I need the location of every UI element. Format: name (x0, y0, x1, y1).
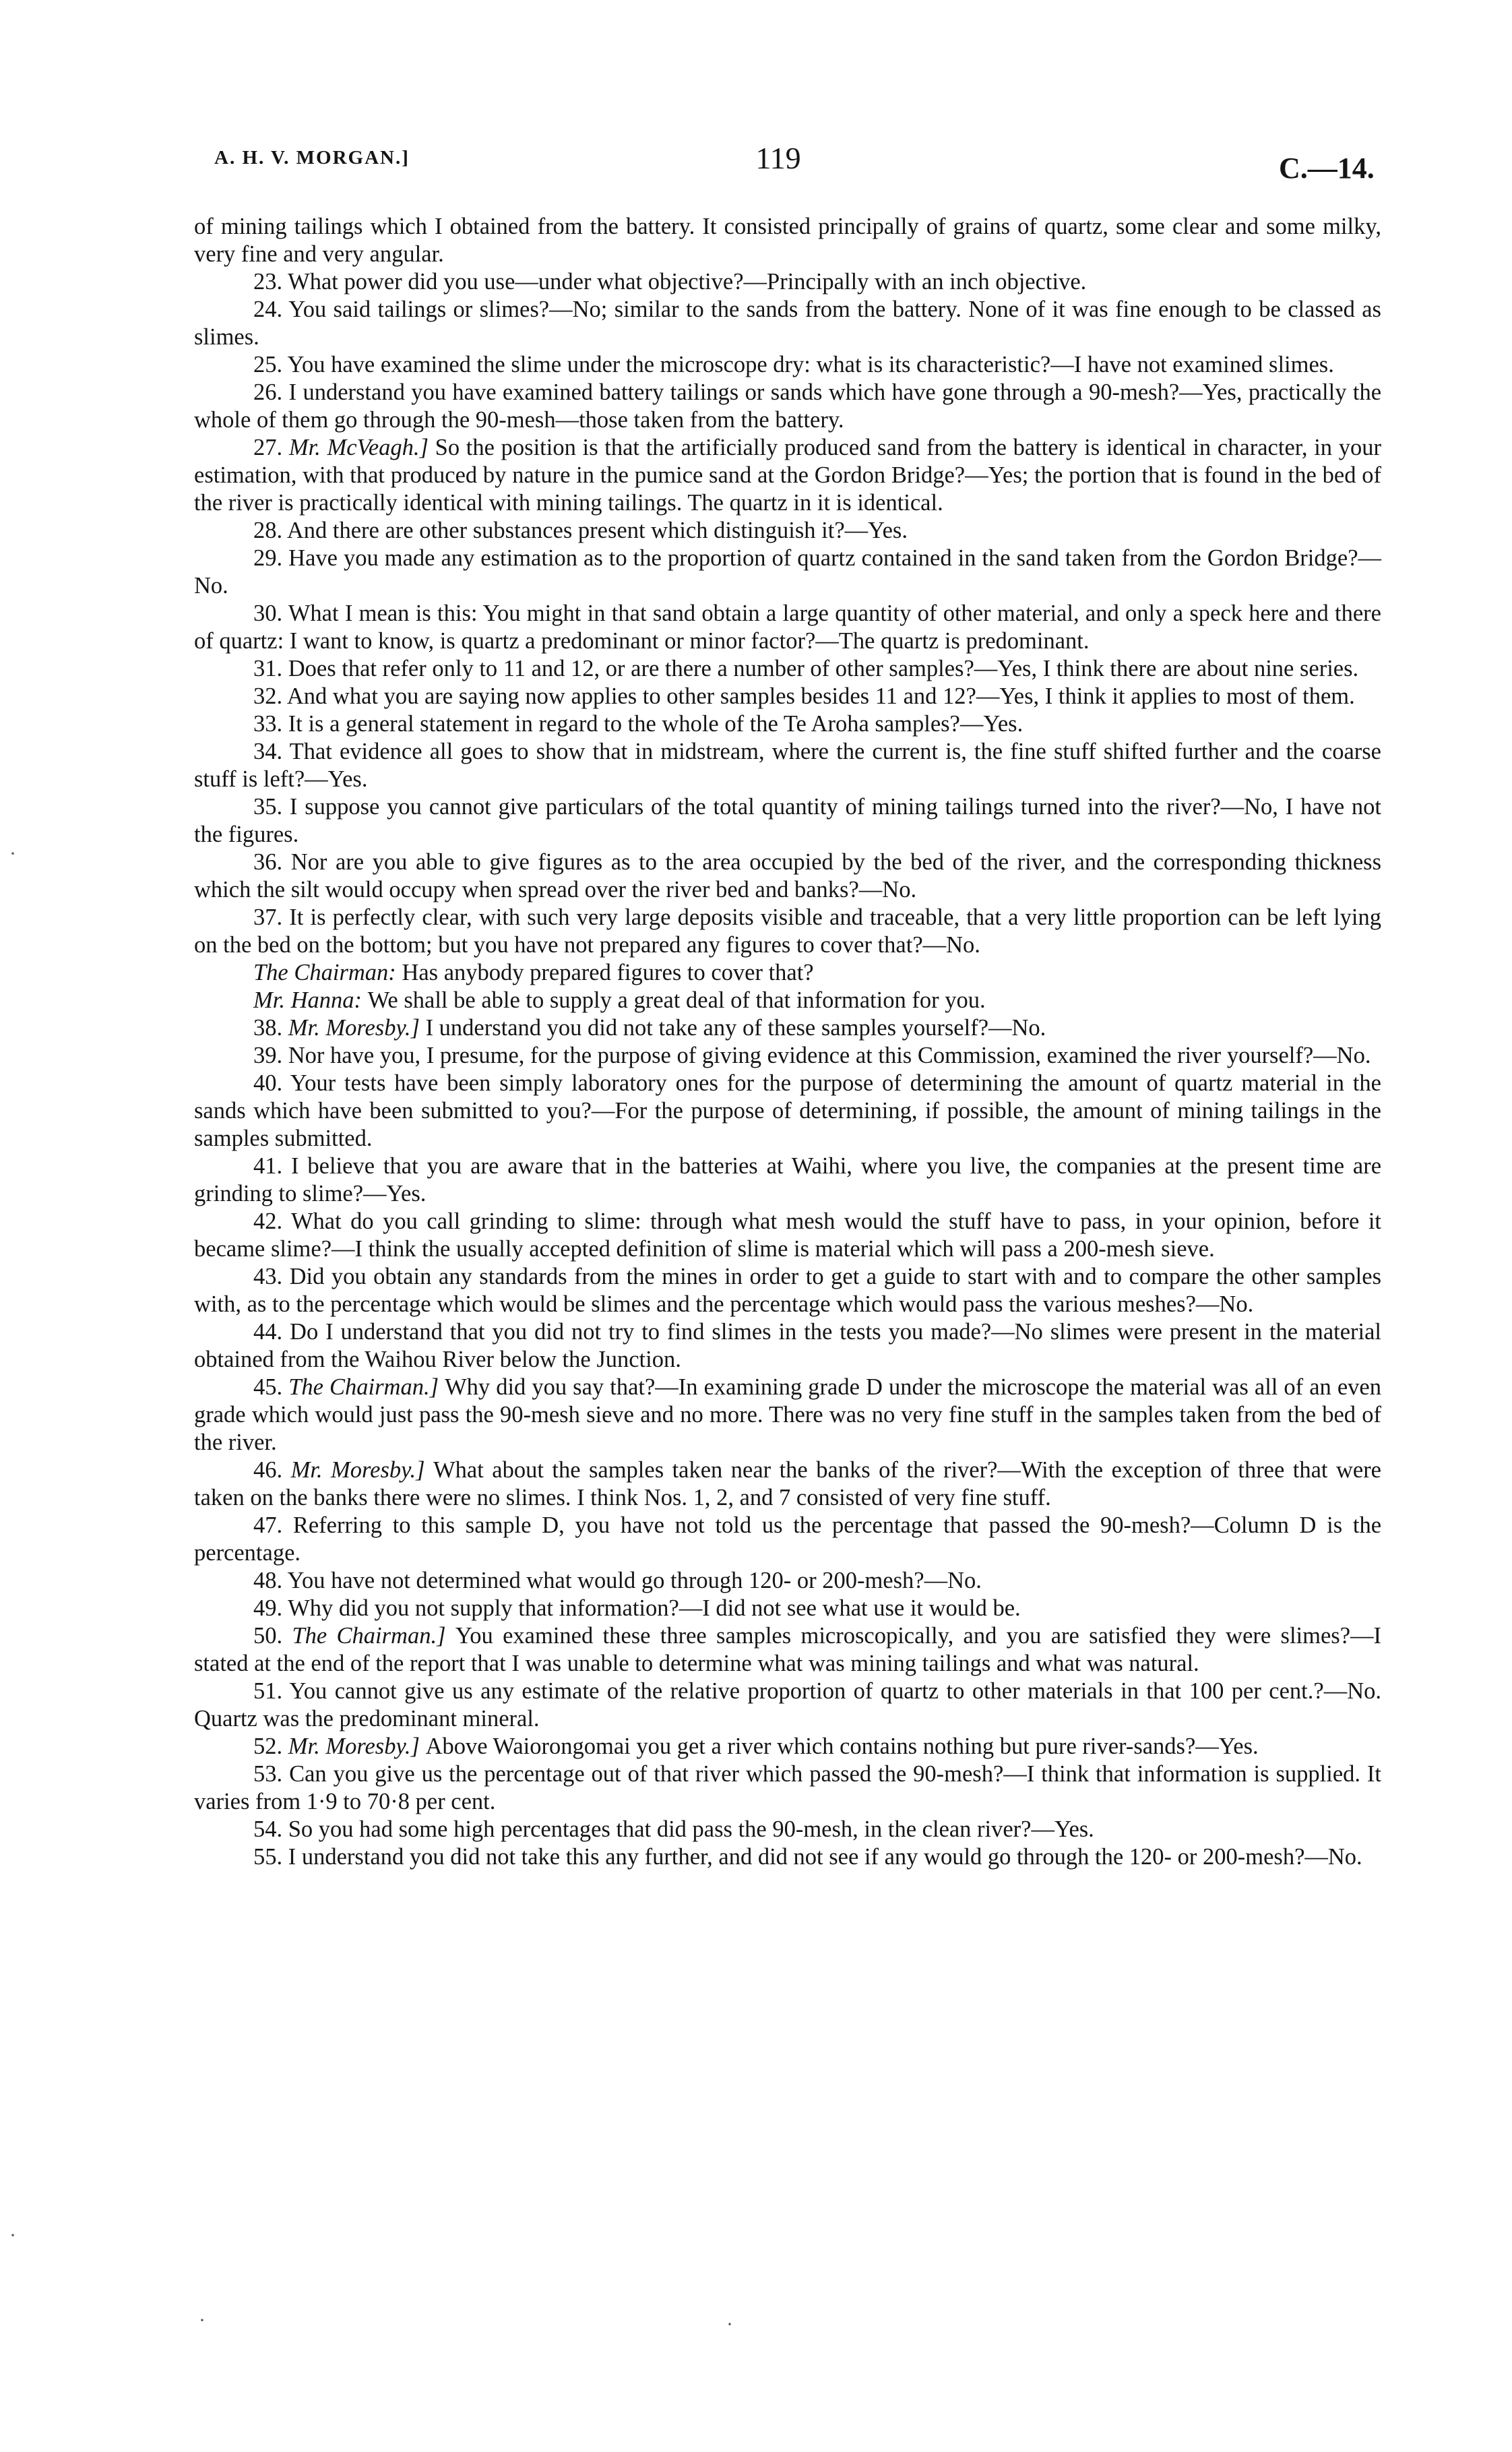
question-number: 45. (253, 1374, 289, 1400)
question-answer-paragraph (194, 379, 1381, 434)
speaker-name: Mr. McVeagh.] (288, 435, 435, 460)
speaker-name: The Chairman.] (292, 1623, 455, 1649)
paragraph-text: We shall be able to supply a great deal of that information for you. (367, 987, 986, 1013)
question-number: 46. (253, 1457, 291, 1483)
speaker-name: Mr. Moresby.] (290, 1457, 434, 1483)
paragraph-text: Nor have you, I presume, for the purpose of giving evidence at this Commission, examined the river yourself?—No. (288, 1043, 1371, 1068)
paragraph-text: Referring to this sample D, you have not told us the percentage that passed the 90-mesh?—Column D is the percentage. (194, 1512, 1382, 1566)
running-head-witness: A. H. V. MORGAN.] (214, 147, 410, 168)
question-number: 28. (253, 518, 287, 543)
paragraph-text: Above Waiorongomai you get a river which contains nothing but pure river-sands?—Yes. (425, 1734, 1259, 1759)
margin-mark: · (9, 842, 16, 865)
question-answer-paragraph (194, 738, 1381, 793)
question-number: 23. (253, 269, 288, 295)
question-number: 36. (253, 849, 291, 875)
question-number: 44. (253, 1319, 290, 1345)
paragraph-text: of mining tailings which I obtained from the battery. It consisted principally of grains of quartz, some clear and some milky, very fine and very angular. (194, 214, 1381, 267)
speaker-name: Mr. Hanna: (253, 987, 368, 1013)
question-number: 40. (253, 1070, 290, 1096)
paragraph-text: You have not determined what would go through 120- or 200-mesh?—No. (287, 1568, 982, 1593)
question-number: 24. (253, 297, 289, 322)
question-answer-paragraph (194, 849, 1381, 904)
paragraph-text: You cannot give us any estimate of the relative proportion of quartz to other materials in that 100 per cent.?—No. Quartz was the predominant mineral. (194, 1678, 1381, 1731)
question-answer-paragraph (194, 1318, 1381, 1374)
paragraph-text: So you had some high percentages that did pass the 90-mesh, in the clean river?—Yes. (288, 1816, 1094, 1842)
paragraph-text: Does that refer only to 11 and 12, or are there a number of other samples?—Yes, I think there are about nine series. (288, 656, 1359, 681)
paragraph-text: You examined these three samples microscopically, and you are satisfied they were slimes?—I stated at the end of the report that I was unable to determine what was mining tailings and what was natural. (194, 1623, 1381, 1676)
paragraph-text: What power did you use—under what objective?—Principally with an inch objective. (288, 269, 1087, 295)
question-answer-paragraph (194, 904, 1381, 959)
question-number: 54. (253, 1816, 288, 1842)
paragraph-text: Have you made any estimation as to the proportion of quartz contained in the sand taken from the Gordon Bridge?—No. (194, 545, 1382, 599)
question-answer-paragraph (194, 710, 1381, 738)
question-answer-paragraph (194, 683, 1381, 710)
paragraph-text: Has anybody prepared figures to cover that? (402, 960, 814, 985)
question-number: 43. (253, 1264, 290, 1289)
question-number: 48. (253, 1568, 288, 1593)
question-answer-paragraph (194, 1263, 1381, 1318)
question-number: 55. (253, 1844, 288, 1870)
question-number: 26. (253, 379, 289, 405)
speaker-name: The Chairman: (253, 960, 402, 985)
paragraph-text: And what you are saying now applies to other samples besides 11 and 12?—Yes, I think it applies to most of them. (286, 683, 1355, 709)
question-answer-paragraph (194, 1457, 1381, 1512)
speaker-name: Mr. Moresby.] (288, 1015, 426, 1041)
paragraph-text: What I mean is this: You might in that sand obtain a large quantity of other material, and only a speck here and there of quartz: I want to know, is quartz a predominant or minor factor?—The quartz is predominant. (194, 601, 1381, 654)
question-number: 41. (253, 1153, 292, 1179)
evidence-text (194, 213, 1381, 1871)
question-number: 39. (253, 1043, 288, 1068)
stray-mark: · (726, 2313, 733, 2335)
question-answer-paragraph (194, 1042, 1381, 1070)
question-answer-paragraph (194, 987, 1381, 1014)
paragraph-text: That evidence all goes to show that in midstream, where the current is, the fine stuff shifted further and the coarse stuff is left?—Yes. (194, 739, 1381, 792)
question-answer-paragraph (194, 600, 1381, 655)
question-number: 47. (253, 1512, 293, 1538)
question-number: 34. (253, 739, 290, 764)
paragraph-text: What about the samples taken near the banks of the river?—With the exception of three that were taken on the banks there were no slimes. I think Nos. 1, 2, and 7 consisted of very fine stuff. (194, 1457, 1381, 1510)
question-number: 32. (253, 683, 287, 709)
speaker-name: The Chairman.] (288, 1374, 445, 1400)
page-number: 119 (755, 141, 801, 175)
paragraph-text: I believe that you are aware that in the batteries at Waihi, where you live, the companies at the present time are grinding to slime?—Yes. (194, 1153, 1382, 1206)
question-answer-paragraph (194, 959, 1381, 987)
question-answer-paragraph (194, 296, 1381, 351)
paragraph-text: It is perfectly clear, with such very large deposits visible and traceable, that a very little proportion can be left lying on the bed on the bottom; but you have not prepared any figures to cover that?—No. (194, 905, 1382, 958)
question-number: 31. (253, 656, 288, 681)
question-answer-paragraph (194, 1595, 1381, 1622)
question-number: 27. (253, 435, 289, 460)
paragraph-text: I suppose you cannot give particulars of the total quantity of mining tailings turned into the river?—No, I have not the figures. (194, 794, 1382, 847)
question-answer-paragraph (194, 793, 1381, 849)
question-number: 25. (253, 352, 288, 377)
margin-mark: · (9, 2224, 16, 2246)
speaker-name: Mr. Moresby.] (288, 1734, 426, 1759)
question-number: 29. (253, 545, 289, 571)
stray-mark: · (199, 2309, 206, 2331)
paragraph-text: Can you give us the percentage out of that river which passed the 90-mesh?—I think that information is supplied. It varies from 1·9 to 70·8 per cent. (194, 1761, 1382, 1814)
question-answer-paragraph (194, 1622, 1381, 1678)
paragraph-text: So the position is that the artificially produced sand from the battery is identical in character, in your estimation, with that produced by nature in the pumice sand at the Gordon Bridge?—Yes; the portion that is found in the bed of the river is practically identical with mining tailings. The quartz in it is identical. (194, 435, 1381, 516)
question-answer-paragraph (194, 1816, 1381, 1843)
paragraph-text: And there are other substances present which distinguish it?—Yes. (286, 518, 908, 543)
paragraph-text: I understand you have examined battery tailings or sands which have gone through a 90-mesh?—Yes, practically the whole of them go through the 90-mesh—those taken from the battery. (194, 379, 1382, 433)
paragraph-text: What do you call grinding to slime: through what mesh would the stuff have to pass, in your opinion, before it became slime?—I think the usually accepted definition of slime is material which will pass a 200-mesh sieve. (194, 1208, 1381, 1262)
question-answer-paragraph (194, 1070, 1381, 1153)
question-number: 49. (253, 1595, 288, 1621)
paragraph-text: Nor are you able to give figures as to the area occupied by the bed of the river, and the corresponding thickness which the silt would occupy when spread over the river bed and banks?—No. (194, 849, 1382, 902)
question-answer-paragraph (194, 1512, 1381, 1567)
question-answer-paragraph (194, 213, 1381, 268)
question-answer-paragraph (194, 1014, 1381, 1042)
question-number: 53. (253, 1761, 290, 1787)
paragraph-text: You have examined the slime under the microscope dry: what is its characteristic?—I have not examined slimes. (287, 352, 1334, 377)
question-answer-paragraph (194, 545, 1381, 600)
question-answer-paragraph (194, 1678, 1381, 1733)
paragraph-text: Why did you not supply that information?—I did not see what use it would be. (288, 1595, 1021, 1621)
paragraph-text: I understand you did not take this any further, and did not see if any would go through the 120- or 200-mesh?—No. (288, 1844, 1362, 1870)
question-answer-paragraph (194, 434, 1381, 517)
question-number: 38. (253, 1015, 288, 1041)
paragraph-text: Do I understand that you did not try to find slimes in the tests you made?—No slimes were present in the material obtained from the Waihou River below the Junction. (194, 1319, 1382, 1372)
question-answer-paragraph (194, 1374, 1381, 1457)
question-number: 51. (253, 1678, 290, 1704)
paragraph-text: I understand you did not take any of these samples yourself?—No. (425, 1015, 1046, 1041)
paragraph-text: Your tests have been simply laboratory ones for the purpose of determining the amount of quartz material in the sands which have been submitted to you?—For the purpose of determining, if possible, the amount of mining tailings in the samples submitted. (194, 1070, 1381, 1151)
question-answer-paragraph (194, 517, 1381, 545)
question-number: 35. (253, 794, 290, 820)
question-number: 50. (253, 1623, 292, 1649)
question-number: 33. (253, 711, 288, 737)
paragraph-text: It is a general statement in regard to the whole of the Te Aroha samples?—Yes. (288, 711, 1023, 737)
question-answer-paragraph (194, 1733, 1381, 1760)
question-answer-paragraph (194, 1843, 1381, 1871)
question-answer-paragraph (194, 351, 1381, 379)
question-answer-paragraph (194, 1153, 1381, 1208)
question-number: 42. (253, 1208, 291, 1234)
paragraph-text: Why did you say that?—In examining grade D under the microscope the material was all of an even grade which would just pass the 90-mesh sieve and no more. There was no very fine stuff in the samples taken from the bed of the river. (194, 1374, 1381, 1455)
question-answer-paragraph (194, 268, 1381, 296)
question-answer-paragraph (194, 1208, 1381, 1263)
question-number: 52. (253, 1734, 288, 1759)
paragraph-text: You said tailings or slimes?—No; similar to the sands from the battery. None of it was fine enough to be classed as slimes. (194, 297, 1381, 350)
question-answer-paragraph (194, 1760, 1381, 1816)
paragraph-text: Did you obtain any standards from the mines in order to get a guide to start with and to compare the other samples with, as to the percentage which would be slimes and the percentage which would pass the various meshes?—No. (194, 1264, 1382, 1317)
question-answer-paragraph (194, 655, 1381, 683)
question-answer-paragraph (194, 1567, 1381, 1595)
question-number: 37. (253, 905, 290, 930)
question-number: 30. (253, 601, 288, 626)
document-reference: C.—14. (1279, 152, 1375, 185)
